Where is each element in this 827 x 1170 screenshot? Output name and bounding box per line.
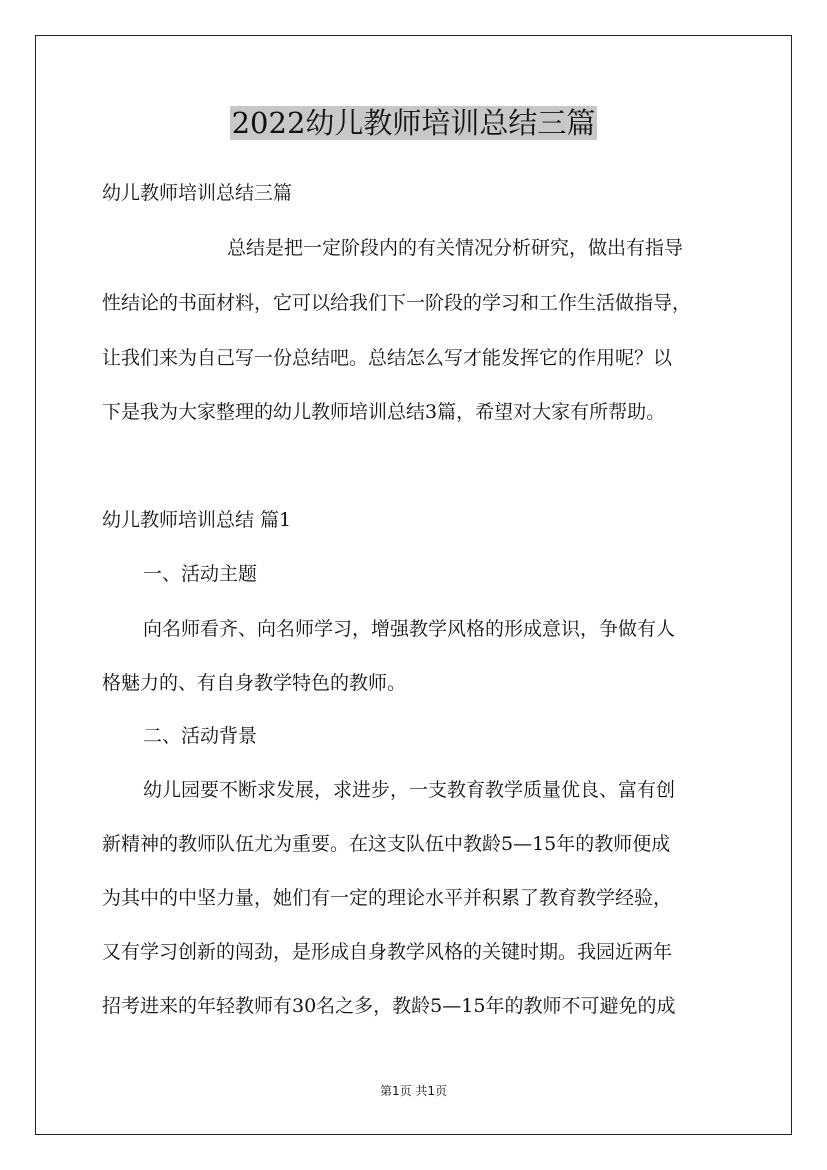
paragraph-line: 性结论的书面材料，它可以给我们下一阶段的学习和工作生活做指导，	[102, 292, 692, 314]
paragraph-line-subtitle: 幼儿教师培训总结三篇	[102, 182, 293, 204]
paragraph-line: 让我们来为自己写一份总结吧。总结怎么写才能发挥它的作用呢？以	[102, 347, 673, 369]
subsection-heading: 二、活动背景	[143, 725, 258, 747]
paragraph-line: 招考进来的年轻教师有30名之多，教龄5—15年的教师不可避免的成	[102, 995, 676, 1017]
paragraph-line: 向名师看齐、向名师学习，增强教学风格的形成意识，争做有人	[143, 618, 676, 640]
document-title: 2022幼儿教师培训总结三篇	[231, 106, 596, 140]
paragraph-line: 新精神的教师队伍尤为重要。在这支队伍中教龄5—15年的教师便成	[102, 833, 671, 855]
section-heading: 幼儿教师培训总结 篇1	[102, 509, 292, 531]
paragraph-line: 格魅力的、有自身教学特色的教师。	[102, 672, 407, 694]
page-footer: 第1页 共1页	[379, 1084, 448, 1098]
paragraph-line: 又有学习创新的闯劲，是形成自身教学风格的关键时期。我园近两年	[102, 941, 673, 963]
paragraph-line: 为其中的中坚力量，她们有一定的理论水平并积累了教育教学经验，	[102, 887, 673, 909]
paragraph-line: 总结是把一定阶段内的有关情况分析研究，做出有指导	[227, 237, 684, 259]
subsection-heading: 一、活动主题	[143, 563, 258, 585]
paragraph-line: 幼儿园要不断求发展，求进步，一支教育教学质量优良、富有创	[143, 779, 676, 801]
paragraph-line: 下是我为大家整理的幼儿教师培训总结3篇，希望对大家有所帮助。	[102, 401, 666, 423]
